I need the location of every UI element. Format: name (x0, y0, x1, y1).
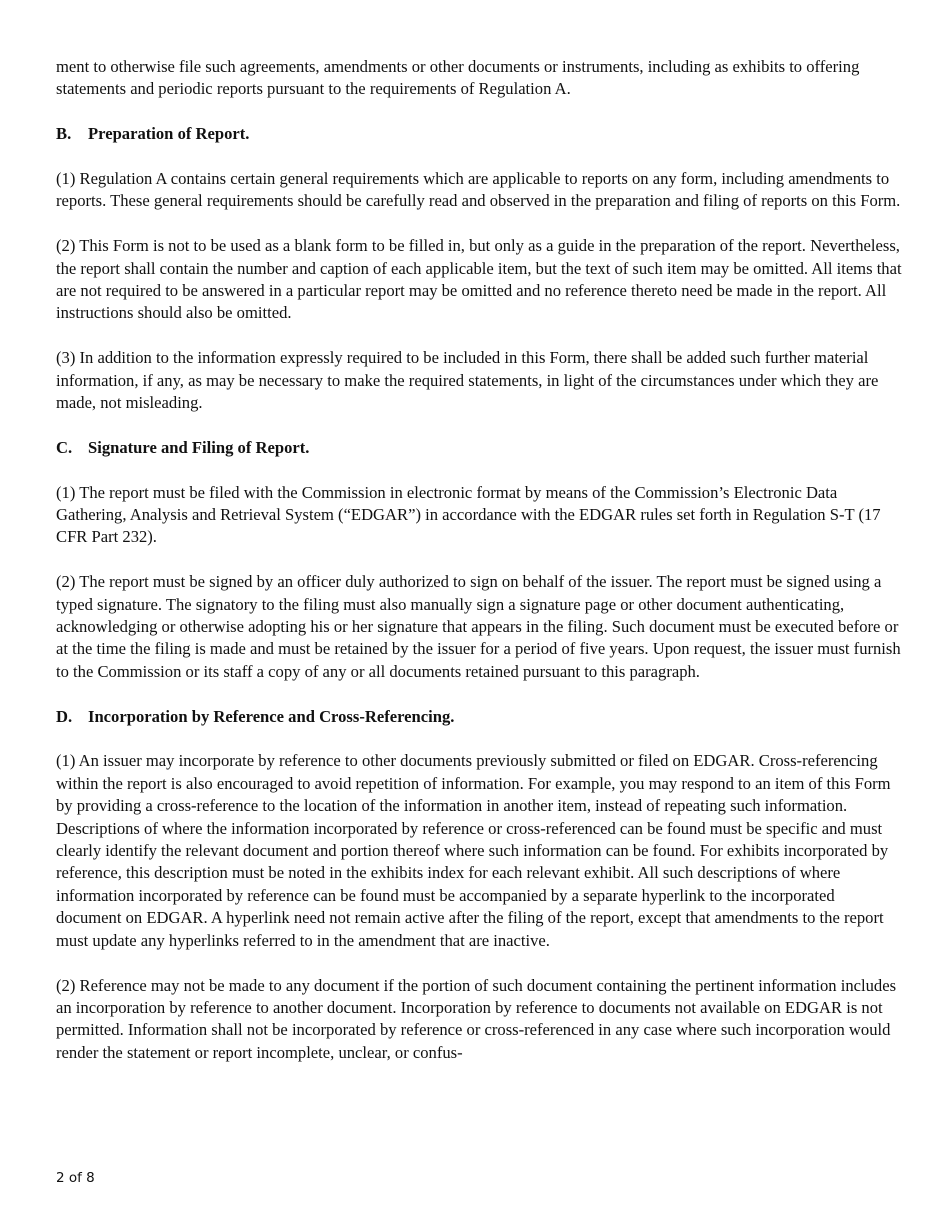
section-b-letter: B. (56, 124, 72, 144)
section-c-title: Signature and Filing of Report. (88, 437, 310, 457)
section-d-paragraph-1: (1) An issuer may incorporate by reference to other documents previously submitted or filed on EDGAR. Cross-referencing within the report is also encouraged to avoid repetition of information. For example, you may respond to an item of this Form by providing a cross-reference to the location of the information in another item, instead of repeating such information. Descriptions of where the information incorporated by reference or cross-referenced can be found must be specific and must clearly identify the relevant document and portion thereof where such information can be found. For exhibits incorporated by reference, this description must be noted in the exhibits index for each relevant exhibit. All such descriptions of where information incorporated by reference can be found must be accompanied by a separate hyperlink to the incorporated document on EDGAR. A hyperlink need not remain active after the filing of the report, except that amendments to the report must update any hyperlinks referred to in the amendment that are inactive. (56, 751, 891, 950)
section-d-title: Incorporation by Reference and Cross-Referencing. (88, 706, 455, 726)
section-c-paragraph-2: (2) The report must be signed by an officer duly authorized to sign on behalf of the issuer. The report must be signed using a typed signature. The signatory to the filing must also manually sign a signature page or other document authenticating, acknowledging or otherwise adopting his or her signature that appears in the filing. Such document must be executed before or at the time the filing is made and must be retained by the issuer for a period of five years. Upon request, the issuer must furnish to the Commission or its staff a copy of any or all documents retained pursuant to this paragraph. (56, 572, 901, 681)
section-c-letter: C. (56, 437, 73, 457)
section-d-paragraph-2: (2) Reference may not be made to any document if the portion of such document containing the pertinent information includes an incorporation by reference to another document. Incorporation by reference to documents not available on EDGAR is not permitted. Information shall not be incorporated by reference or cross-referenced in any case where such incorporation would render the statement or report incomplete, unclear, or confus- (56, 975, 897, 1062)
section-c-heading (56, 437, 902, 459)
page-number: 2 of 8 (56, 1170, 95, 1186)
section-c-paragraph-1: (1) The report must be filed with the Commission in electronic format by means of the Commission’s Electronic Data Gathering, Analysis and Retrieval System (“EDGAR”) in accordance with the EDGAR rules set forth in Regulation S-T (17 CFR Part 232). (56, 482, 881, 547)
section-b-heading (56, 123, 902, 145)
section-b-paragraph-2: (2) This Form is not to be used as a blank form to be filled in, but only as a guide in the preparation of the report. Nevertheless, the report shall contain the number and caption of each applicable item, but the text of such item may be omitted. All items that are not required to be answered in a particular report may be omitted and no reference thereto need be made in the report. All instructions should also be omitted. (56, 236, 902, 323)
document-page (56, 56, 902, 1087)
intro-paragraph: ment to otherwise file such agreements, amendments or other documents or instruments, including as exhibits to offering statements and periodic reports pursuant to the requirements of Regulation A. (56, 57, 860, 99)
section-d-heading (56, 706, 902, 728)
section-b-paragraph-3: (3) In addition to the information expressly required to be included in this Form, there shall be added such further material information, if any, as may be necessary to make the required statements, in light of the circumstances under which they are made, not misleading. (56, 348, 879, 413)
section-b-paragraph-1: (1) Regulation A contains certain general requirements which are applicable to reports on any form, including amendments to reports. These general requirements should be carefully read and observed in the preparation and filing of reports on this Form. (56, 169, 901, 211)
section-b-title: Preparation of Report. (88, 124, 250, 144)
section-d-letter: D. (56, 706, 73, 726)
